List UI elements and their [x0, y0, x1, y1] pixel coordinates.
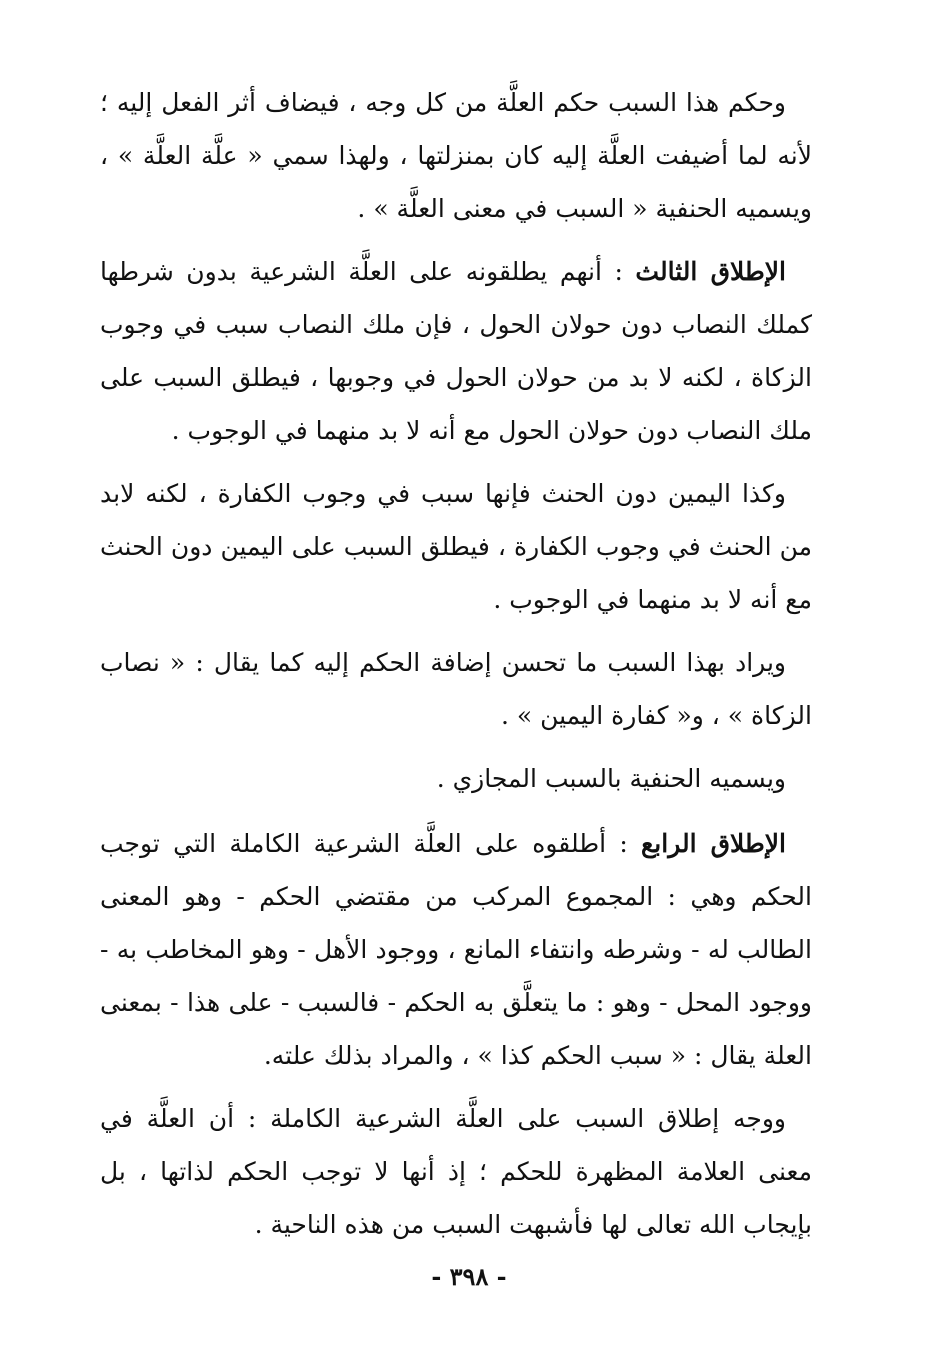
paragraph-7-text: ووجه إطلاق السبب على العلَّة الشرعية الكاملة : أن العلَّة في معنى العلامة المظهرة للحكم ؛ إذ أنها لا توجب الحكم لذاتها ، بل بإيجاب الله تعالى لها فأشبهت السبب من هذه الناحية . [100, 1104, 812, 1239]
paragraph-6-heading: الإطلاق الرابع [641, 829, 786, 858]
paragraph-4 [100, 636, 812, 742]
paragraph-7 [100, 1092, 812, 1251]
paragraph-1-text: وحكم هذا السبب حكم العلَّة من كل وجه ، فيضاف أثر الفعل إليه ؛ لأنه لما أضيفت العلَّة إليه كان بمنزلتها ، ولهذا سمي « علَّة العلَّة » ، ويسميه الحنفية « السبب في معنى العلَّة » . [100, 88, 812, 223]
paragraph-2-text: : أنهم يطلقونه على العلَّة الشرعية بدون شرطها كملك النصاب دون حولان الحول ، فإن ملك النصاب سبب في وجوب الزكاة ، لكنه لا بد من حولان الحول في وجوبها ، فيطلق السبب على ملك النصاب دون حولان الحول مع أنه لا بد منهما في الوجوب . [100, 257, 812, 445]
paragraph-4-text: ويراد بهذا السبب ما تحسن إضافة الحكم إليه كما يقال : « نصاب الزكاة » ، و« كفارة اليمين » . [100, 648, 812, 730]
paragraph-3 [100, 467, 812, 626]
page-body [100, 76, 812, 1261]
paragraph-2-heading: الإطلاق الثالث [635, 257, 786, 286]
paragraph-3-text: وكذا اليمين دون الحنث فإنها سبب في وجوب الكفارة ، لكنه لابد من الحنث في وجوب الكفارة ، فيطلق السبب على اليمين دون الحنث مع أنه لا بد منهما في الوجوب . [100, 479, 812, 614]
paragraph-5 [100, 752, 812, 805]
paragraph-6 [100, 817, 812, 1082]
paragraph-5-text: ويسميه الحنفية بالسبب المجازي . [436, 764, 786, 793]
page-number: - ٣٩٨ - [431, 1262, 507, 1291]
paragraph-1 [100, 76, 812, 235]
paragraph-6-text: : أطلقوه على العلَّة الشرعية الكاملة التي توجب الحكم وهي : المجموع المركب من مقتضي الحكم - وهو المعنى الطالب له - وشرطه وانتفاء المانع ، ووجود الأهل - وهو المخاطب به - ووجود المحل - وهو : ما يتعلَّق به الحكم - فالسبب - على هذا - بمعنى العلة يقال : « سبب الحكم كذا » ، والمراد بذلك علته. [100, 829, 812, 1070]
paragraph-2 [100, 245, 812, 457]
